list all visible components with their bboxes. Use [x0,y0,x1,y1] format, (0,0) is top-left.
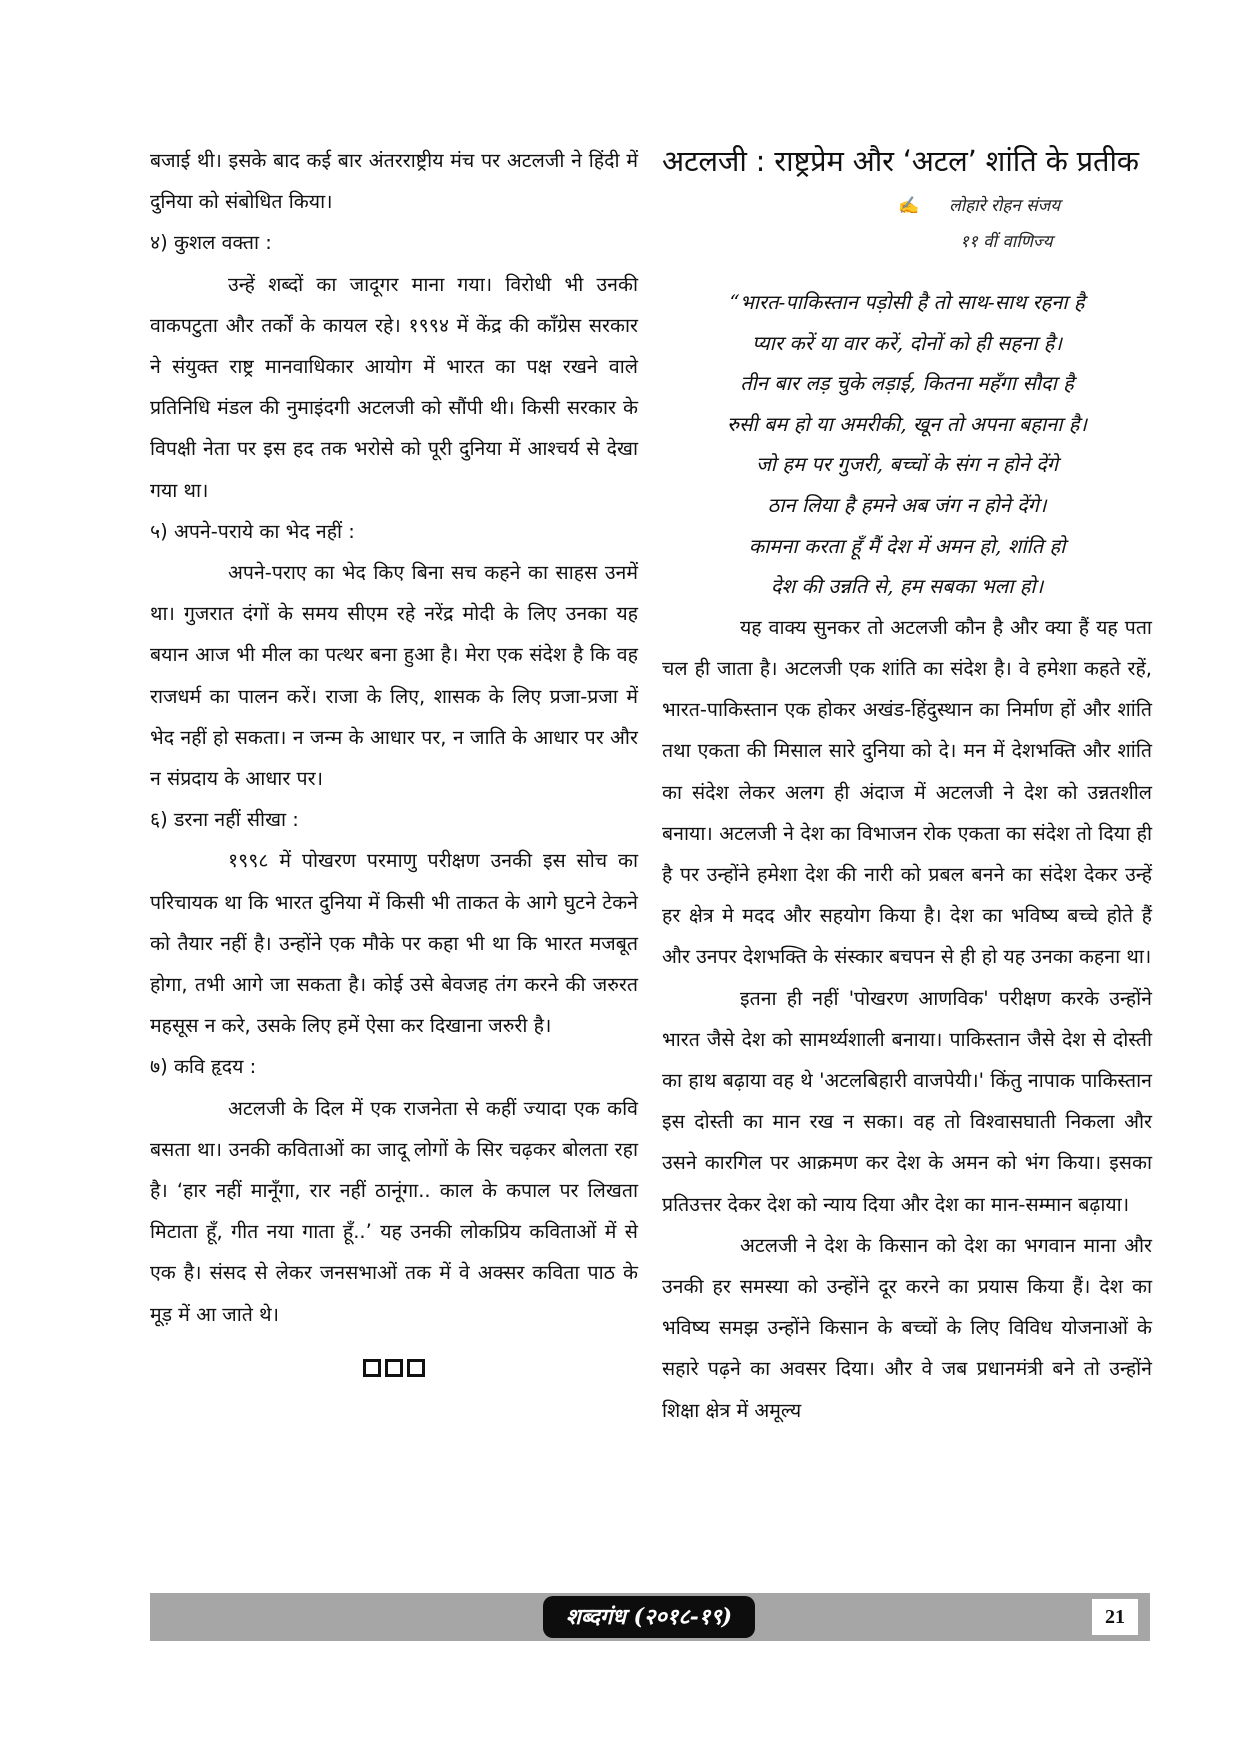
section-heading-6: ६) डरना नहीं सीखा : [150,808,299,832]
author-line [662,188,1152,224]
paragraph-5: अपने-पराए का भेद किए बिना सच कहने का साहस उनमें था। गुजरात दंगों के समय सीएम रहे नरेंद्र मोदी के लिए उनका यह बयान आज भी मील का पत्थर बना हुआ है। मेरा एक संदेश है कि वह राजधर्म का पालन करें। राजा के लिए, शासक के लिए प्रजा-प्रजा में भेद नहीं हो सकता। न जन्म के आधार पर, न जाति के आधार पर और न संप्रदाय के आधार पर। [150,561,638,791]
author-class: ११ वीं वाणिज्य [960,232,1053,252]
poem-line: रुसी बम हो या अमरीकी, खून तो अपना बहाना है। [727,411,1087,436]
end-of-article-marks [150,1349,638,1390]
poem-line: जो हम पर गुजरी, बच्चों के संग न होने देंगे [755,452,1059,477]
square-mark [363,1359,381,1377]
paragraph-6: १९९८ में पोखरण परमाणु परीक्षण उनकी इस सोच का परिचायक था कि भारत दुनिया में किसी भी ताकत के आगे घुटने टेकने को तैयार नहीं है। उन्होंने एक मौके पर कहा भी था कि भारत मजबूत होगा, तभी आगे जा सकता है। कोई उसे बेवजह तंग करने की जरुरत महसूस न करे, उसके लिए हमें ऐसा कर दिखाना जरुरी है। [150,849,638,1038]
paragraph-4: उन्हें शब्दों का जादूगर माना गया। विरोधी भी उनकी वाकपटुता और तर्कों के कायल रहे। १९९४ में केंद्र की काँग्रेस सरकार ने संयुक्त राष्ट्र मानवाधिकार आयोग में भारत का पक्ष रखने वाले प्रतिनिधि मंडल की नुमाइंदगी अटलजी को सौंपी थी। किसी सरकार के विपक्षी नेता पर इस हद तक भरोसे को पूरी दुनिया में आश्चर्य से देखा गया था। [150,272,638,502]
poem-line: ठान लिया है हमने अब जंग न होने देंगे। [767,492,1047,517]
paragraph-intro: बजाई थी। इसके बाद कई बार अंतरराष्ट्रीय मंच पर अटलजी ने हिंदी में दुनिया को संबोधित किया। [150,149,638,214]
right-column [662,140,1152,1431]
square-mark [385,1359,403,1377]
article-title: अटलजी : राष्ट्रप्रेम और ‘अटल’ शांति के प्रतीक [662,144,1139,178]
poem-line: कामना करता हूँ मैं देश में अमन हो, शांति हो [748,533,1066,558]
section-heading-5: ५) अपने-पराये का भेद नहीं : [150,519,355,543]
section-heading-4: ४) कुशल वक्ता : [150,231,272,255]
pen-icon: ✍ [898,196,920,216]
page-footer [150,1593,1150,1641]
poem [662,282,1152,607]
paragraph-r3: अटलजी ने देश के किसान को देश का भगवान माना और उनकी हर समस्या को उन्होंने दूर करने का प्रयास किया हैं। देश का भविष्य समझ उन्होंने किसान के बच्चों के लिए विविध योजनाओं के सहारे पढ़ने का अवसर दिया। और वे जब प्रधानमंत्री बने तो उन्होंने शिक्षा क्षेत्र में अमूल्य [662,1233,1152,1422]
poem-line: तीन बार लड़ चुके लड़ाई, कितना महँगा सौदा है [740,371,1074,396]
section-heading-7: ७) कवि हृदय : [150,1055,257,1079]
page-number: 21 [1092,1599,1138,1635]
author-name: लोहारे रोहन संजय [949,196,1061,216]
paragraph-r1: यह वाक्य सुनकर तो अटलजी कौन है और क्या हैं यह पता चल ही जाता है। अटलजी एक शांति का संदेश है। वे हमेशा कहते रहें, भारत-पाकिस्तान एक होकर अखंड-हिंदुस्थान का निर्माण हों और शांति तथा एकता की मिसाल सारे दुनिया को दे। मन में देशभक्ति और शांति का संदेश लेकर अलग ही अंदाज में अटलजी ने देश को उन्नतशील बनाया। अटलजी ने देश का विभाजन रोक एकता का संदेश तो दिया ही है पर उन्होंने हमेशा देश की नारी को प्रबल बनने का संदेश देकर उन्हें हर क्षेत्र मे मदद और सहयोग किया है। देश का भविष्य बच्चे होते हैं और उनपर देशभक्ति के संस्कार बचपन से ही हो यह उनका कहना था। [662,615,1152,969]
poem-line: प्यार करें या वार करें, दोनों को ही सहना है। [752,330,1062,355]
paragraph-7: अटलजी के दिल में एक राजनेता से कहीं ज्यादा एक कवि बसता था। उनकी कविताओं का जादू लोगों के सिर चढ़कर बोलता रहा है। ‘हार नहीं मानूँगा, रार नहीं ठानूंगा.. काल के कपाल पर लिखता मिटाता हूँ, गीत नया गाता हूँ..’ यह उनकी लोकप्रिय कविताओं में से एक है। संसद से लेकर जनसभाओं तक में वे अक्सर कविता पाठ के मूड़ में आ जाते थे। [150,1096,638,1326]
magazine-name: शब्दगंध (२०१८-१९) [543,1596,755,1638]
poem-line: देश की उन्नति से, हम सबका भला हो। [770,574,1044,599]
poem-line: “भारत-पाकिस्तान पड़ोसी है तो साथ-साथ रहना है [729,290,1085,314]
left-column [150,140,638,1390]
paragraph-r2: इतना ही नहीं 'पोखरण आणविक' परीक्षण करके उन्होंने भारत जैसे देश को सामर्थ्यशाली बनाया। पाकिस्तान जैसे देश से दोस्ती का हाथ बढ़ाया वह थे 'अटलबिहारी वाजपेयी।' किंतु नापाक पाकिस्तान इस दोस्ती का मान रख न सका। वह तो विश्वासघाती निकला और उसने कारगिल पर आक्रमण कर देश के अमन को भंग किया। इसका प्रतिउत्तर देकर देश को न्याय दिया और देश का मान-सम्मान बढ़ाया। [662,986,1152,1216]
square-mark [407,1359,425,1377]
